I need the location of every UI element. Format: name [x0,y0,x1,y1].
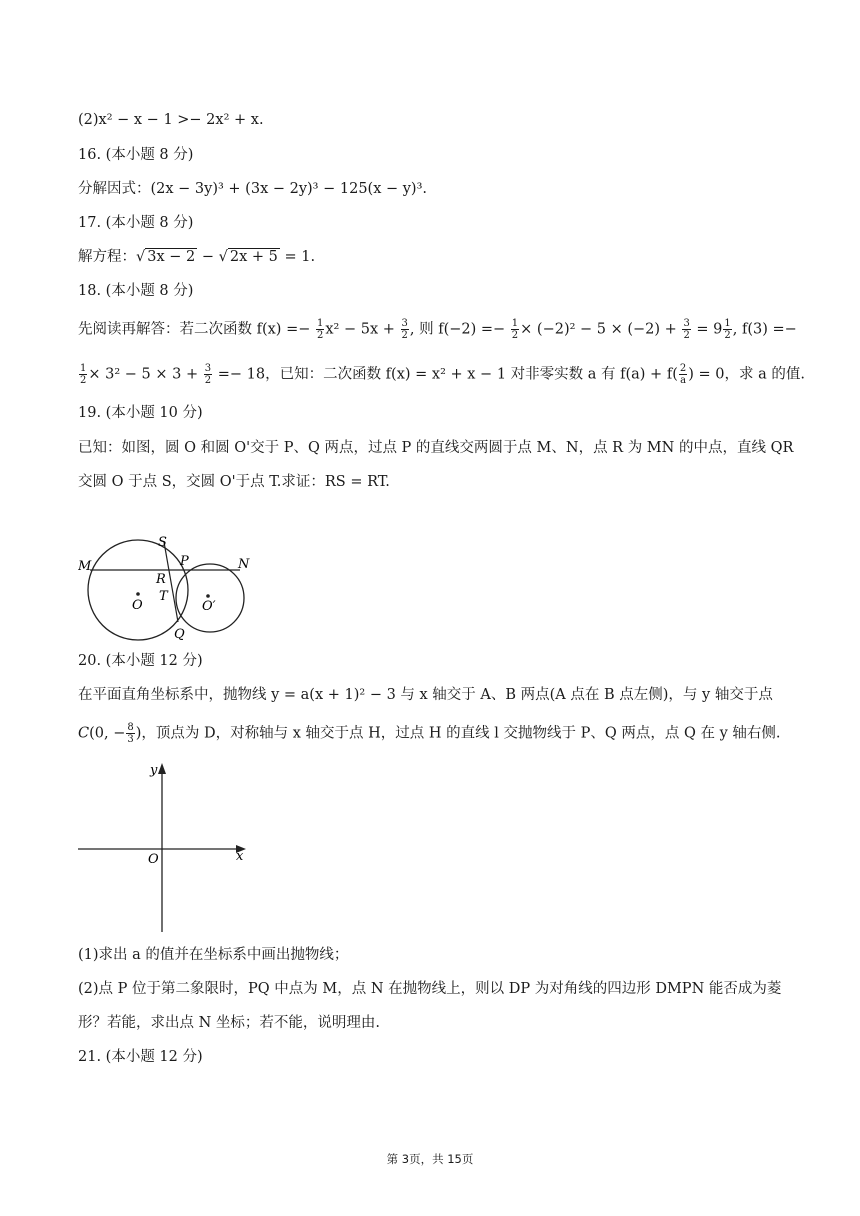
q20-line2: C(0, − $\frac{8}{3}$ )，顶点为 D，对称轴与 x 轴交于点 H，过点 H 的直线 l 交抛物线于 P、Q 两点，点 Q 在 y 轴右侧. [78,722,781,745]
q17-suffix: = 1. [279,249,316,265]
q16-text: 分解因式：(2x − 3y)³ + (3x − 2y)³ − 125(x − y)³. [78,181,428,197]
q18-header: 18. (本小题 8 分) [78,283,194,299]
label-Q: Q [174,627,185,642]
q20-header: 20. (本小题 12 分) [78,653,203,669]
q17-prefix: 解方程： [78,249,136,265]
q20-line1: 在平面直角坐标系中，抛物线 y = a(x + 1)² − 3 与 x 轴交于 A、B 两点(A 点在 B 点左侧)，与 y 轴交于点 [78,687,773,703]
label-P: P [180,554,189,569]
q21-header: 21. (本小题 12 分) [78,1049,203,1065]
q17-text: 解方程：√ 3x − 2 − √ 2x + 5 = 1. [78,249,316,265]
q20-sub1: (1)求出 a 的值并在坐标系中画出抛物线； [78,947,349,963]
q20-sub2-line1: (2)点 P 位于第二象限时，PQ 中点为 M，点 N 在抛物线上，则以 DP 为对角线的四边形 DMPN 能否成为菱 [78,981,782,997]
q20-sub2-line2: 形？若能，求出点 N 坐标；若不能，说明理由. [78,1015,381,1031]
label-N: N [238,557,250,572]
origin-label: O [148,852,159,867]
q16-header: 16. (本小题 8 分) [78,147,194,163]
label-M: M [78,559,92,574]
q15-part2: (2)x² − x − 1 >− 2x² + x. [78,112,264,128]
axis-label-y: y [150,763,158,778]
q18-line2: $\frac{1}{2}$ × 3² − 5 × 3 + $\frac{3}{2}$ =− 18，已知：二次函数 f(x) = x² + x − 1 对非零实数 a 有 f(a) + f( $\frac{2}{a}$ ) = 0，求 a 的值. [80,363,805,386]
label-T: T [159,589,168,604]
label-O-prime: O′ [202,599,216,614]
circles-figure [78,528,258,646]
q18-line1: 先阅读再解答：若二次函数 f(x) =− $\frac{1}{2}$ x² − 5x + $\frac{3}{2}$ , 则 f(−2) =− $\frac{1}{2}$ × (−2)² − 5 × (−2) + $\frac{3}{2}$ = 9 $\frac{1}{2}$ , f(3) =− [78,318,797,341]
q19-header: 19. (本小题 10 分) [78,405,203,421]
q17-radicand-b: 2x + 5 [229,249,278,265]
label-R: R [156,572,166,587]
q17-header: 17. (本小题 8 分) [78,215,194,231]
q19-line1: 已知：如图，圆 O 和圆 O'交于 P、Q 两点，过点 P 的直线交两圆于点 M、N，点 R 为 MN 的中点，直线 QR [78,440,794,456]
page-footer: 第 3页，共 15页 [386,1152,474,1166]
label-S: S [158,535,167,550]
coordinate-axes-figure [78,760,258,935]
q19-line2: 交圆 O 于点 S，交圆 O'于点 T.求证：RS = RT. [78,474,390,490]
q17-radicand-a: 3x − 2 [147,249,196,265]
label-O: O [132,598,143,613]
axis-label-x: x [236,849,244,864]
